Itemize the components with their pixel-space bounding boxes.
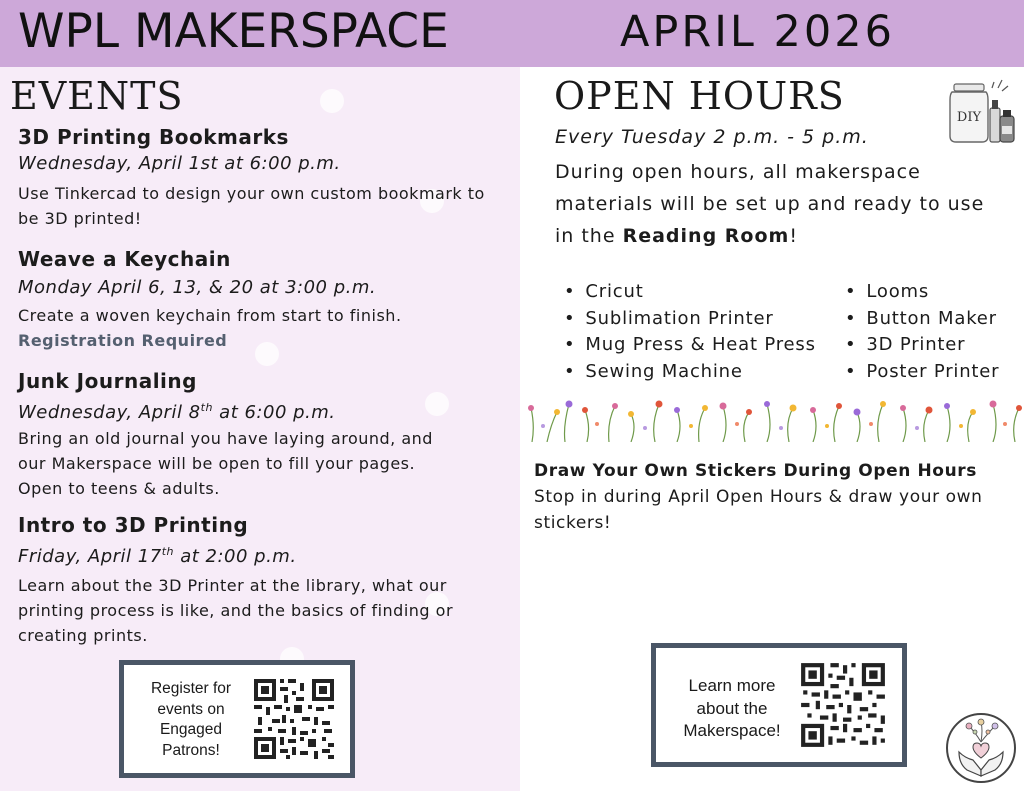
event-description: Bring an old journal you have laying around, and our Makerspace will be open to fill your pages. Open to teens & adults. bbox=[18, 429, 433, 498]
stickers-block bbox=[534, 458, 1014, 536]
open-hours-schedule: Every Tuesday 2 p.m. - 5 p.m. bbox=[555, 126, 869, 148]
event-date: Wednesday, April 1st at 6:00 p.m. bbox=[18, 153, 341, 174]
event-title: Intro to 3D Printing bbox=[18, 513, 249, 537]
open-hours-description: During open hours, all makerspace materials will be set up and ready to use in the Reading Room! bbox=[555, 161, 985, 247]
register-qr-caption: Register for events on Engaged Patrons! bbox=[150, 680, 232, 759]
event-date: Wednesday, April 8th at 6:00 p.m. bbox=[18, 401, 336, 423]
svg-text:DIY: DIY bbox=[956, 110, 982, 125]
list-item: • Cricut bbox=[564, 279, 816, 306]
learn-more-qr-box bbox=[651, 643, 907, 767]
qr-code-icon[interactable] bbox=[799, 661, 887, 749]
list-item: • Sewing Machine bbox=[564, 359, 816, 386]
event-title: Junk Journaling bbox=[18, 369, 197, 393]
event-item bbox=[18, 512, 508, 648]
list-item: • Looms bbox=[845, 279, 999, 306]
registration-note: Registration Required bbox=[18, 331, 228, 350]
event-description: Create a woven keychain from start to finish. bbox=[18, 306, 402, 325]
events-heading: EVENTS bbox=[10, 74, 184, 118]
stickers-description: Stop in during April Open Hours & draw your own stickers! bbox=[534, 487, 983, 533]
learn-more-qr-caption: Learn more about the Makerspace! bbox=[683, 676, 781, 740]
event-date: Friday, April 17th at 2:00 p.m. bbox=[18, 545, 297, 567]
library-logo-icon bbox=[945, 712, 1017, 784]
list-item: • Button Maker bbox=[845, 306, 999, 333]
page-header bbox=[0, 0, 1024, 67]
decorative-dot bbox=[320, 89, 344, 113]
list-item: • 3D Printer bbox=[845, 332, 999, 359]
event-item bbox=[18, 368, 508, 501]
equipment-list-right bbox=[845, 279, 999, 385]
list-item: • Mug Press & Heat Press bbox=[564, 332, 816, 359]
event-title: Weave a Keychain bbox=[18, 247, 231, 271]
open-hours-block bbox=[555, 124, 1005, 252]
month-label: APRIL 2026 bbox=[620, 7, 895, 57]
register-qr-box bbox=[119, 660, 355, 778]
event-title: 3D Printing Bookmarks bbox=[18, 125, 289, 149]
event-item bbox=[18, 124, 508, 231]
event-date: Monday April 6, 13, & 20 at 3:00 p.m. bbox=[18, 277, 377, 298]
event-description: Use Tinkercad to design your own custom bookmark to be 3D printed! bbox=[18, 184, 485, 228]
event-item bbox=[18, 246, 508, 353]
list-item: • Sublimation Printer bbox=[564, 306, 816, 333]
qr-code-icon[interactable] bbox=[252, 677, 336, 761]
page-title: WPL MAKERSPACE bbox=[18, 4, 449, 59]
stickers-title: Draw Your Own Stickers During Open Hours bbox=[534, 461, 977, 481]
equipment-list-left bbox=[564, 279, 816, 385]
list-item: • Poster Printer bbox=[845, 359, 999, 386]
flower-border-decoration bbox=[527, 396, 1024, 442]
event-description: Learn about the 3D Printer at the library, what our printing process is like, and the basics of finding or creating prints. bbox=[18, 576, 454, 645]
open-hours-heading: OPEN HOURS bbox=[554, 74, 845, 118]
